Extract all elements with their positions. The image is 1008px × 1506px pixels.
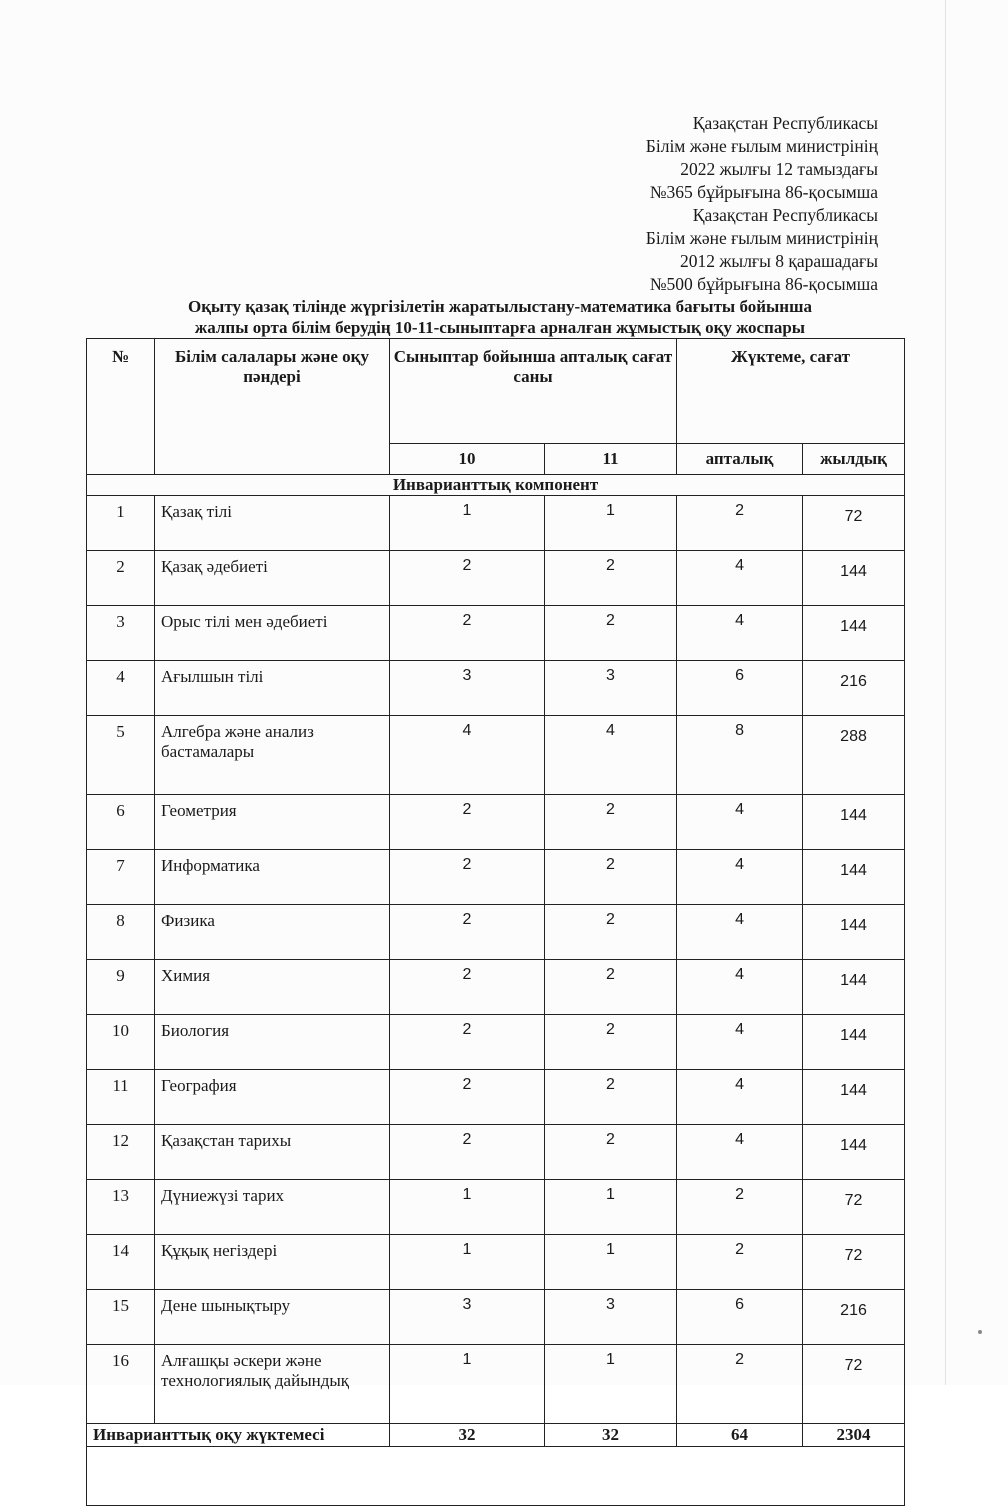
row-grade-11-hours: 1 [545,1235,677,1290]
sub-header-yearly: жылдық [803,444,905,475]
empty-cell [87,1447,905,1506]
col-number-header: № [87,339,155,475]
title-line: Оқыту қазақ тілінде жүргізілетін жаратылыстану-математика бағыты бойынша [188,297,812,316]
row-yearly-load: 144 [803,551,905,606]
row-weekly-load: 4 [677,1015,803,1070]
row-weekly-load: 2 [677,1235,803,1290]
row-weekly-load: 2 [677,1345,803,1424]
table-row [87,716,905,795]
row-yearly-load: 144 [803,1125,905,1180]
row-grade-10-hours: 2 [390,606,545,661]
row-yearly-load: 144 [803,905,905,960]
row-grade-10-hours: 2 [390,850,545,905]
row-subject: Дене шынықтыру [155,1290,390,1345]
table-row [87,1070,905,1125]
row-yearly-load: 72 [803,1235,905,1290]
row-weekly-load: 4 [677,551,803,606]
row-subject: Қазақстан тарихы [155,1125,390,1180]
header-line: №365 бұйрығына 86-қосымша [649,182,878,202]
scan-speck [978,1330,982,1334]
row-number: 8 [87,905,155,960]
row-number: 13 [87,1180,155,1235]
row-yearly-load: 144 [803,960,905,1015]
row-yearly-load: 144 [803,795,905,850]
row-grade-10-hours: 2 [390,551,545,606]
scan-edge [945,0,946,1385]
row-grade-10-hours: 1 [390,496,545,551]
table-row [87,1015,905,1070]
row-number: 15 [87,1290,155,1345]
row-grade-10-hours: 2 [390,1070,545,1125]
row-weekly-load: 4 [677,1125,803,1180]
header-line: №500 бұйрығына 86-қосымша [649,274,878,294]
row-subject: Қазақ әдебиеті [155,551,390,606]
row-yearly-load: 72 [803,1180,905,1235]
total-yearly: 2304 [803,1424,905,1447]
row-number: 12 [87,1125,155,1180]
col-hours-header: Сыныптар бойынша апталық сағат саны [390,339,677,444]
sub-header-grade-11: 11 [545,444,677,475]
total-weekly: 64 [677,1424,803,1447]
row-grade-11-hours: 2 [545,795,677,850]
row-grade-11-hours: 2 [545,1125,677,1180]
row-yearly-load: 216 [803,661,905,716]
table-row [87,496,905,551]
table-row [87,661,905,716]
row-grade-11-hours: 2 [545,960,677,1015]
row-grade-10-hours: 2 [390,960,545,1015]
row-weekly-load: 6 [677,661,803,716]
row-subject: Ағылшын тілі [155,661,390,716]
row-subject: Информатика [155,850,390,905]
section-invariant: Инварианттық компонент [87,475,905,496]
sub-header-grade-10: 10 [390,444,545,475]
row-grade-11-hours: 2 [545,850,677,905]
table-row [87,1345,905,1424]
header-line: Қазақстан Республикасы [692,205,878,225]
row-number: 3 [87,606,155,661]
row-subject: Алгебра және анализ бастамалары [155,716,390,795]
table-row [87,960,905,1015]
row-subject: Физика [155,905,390,960]
row-number: 16 [87,1345,155,1424]
row-weekly-load: 4 [677,960,803,1015]
header-line: 2012 жылғы 8 қарашадағы [679,251,878,271]
row-grade-10-hours: 2 [390,905,545,960]
col-subject-header: Білім салалары және оқу пәндері [155,339,390,475]
table-row [87,1290,905,1345]
row-weekly-load: 4 [677,606,803,661]
row-grade-11-hours: 3 [545,1290,677,1345]
table-row [87,551,905,606]
row-number: 11 [87,1070,155,1125]
row-subject: Химия [155,960,390,1015]
table-row [87,1235,905,1290]
row-grade-11-hours: 3 [545,661,677,716]
row-number: 1 [87,496,155,551]
row-number: 5 [87,716,155,795]
table-row [87,1180,905,1235]
row-subject: Геометрия [155,795,390,850]
row-grade-11-hours: 2 [545,905,677,960]
row-grade-11-hours: 2 [545,551,677,606]
approval-header [646,112,878,296]
title-line: жалпы орта білім берудің 10-11-сыныптарға арналған жұмыстық оқу жоспары [194,318,806,337]
table-row [87,1125,905,1180]
row-weekly-load: 2 [677,1180,803,1235]
row-subject: Алғашқы әскери және технологиялық дайындық [155,1345,390,1424]
row-yearly-load: 288 [803,716,905,795]
row-grade-10-hours: 1 [390,1180,545,1235]
curriculum-table [86,338,905,1506]
table-row [87,606,905,661]
document-title [100,296,900,338]
table-row [87,905,905,960]
row-number: 14 [87,1235,155,1290]
row-yearly-load: 144 [803,1015,905,1070]
row-weekly-load: 8 [677,716,803,795]
row-subject: География [155,1070,390,1125]
row-grade-10-hours: 4 [390,716,545,795]
row-number: 4 [87,661,155,716]
total-row [87,1424,905,1447]
row-weekly-load: 4 [677,850,803,905]
row-yearly-load: 72 [803,496,905,551]
total-grade-10: 32 [390,1424,545,1447]
row-yearly-load: 72 [803,1345,905,1424]
row-weekly-load: 4 [677,1070,803,1125]
row-weekly-load: 2 [677,496,803,551]
total-label: Инварианттық оқу жүктемесі [87,1424,390,1447]
row-grade-11-hours: 2 [545,1070,677,1125]
header-line: 2022 жылғы 12 тамыздағы [680,159,878,179]
row-yearly-load: 144 [803,1070,905,1125]
row-grade-10-hours: 1 [390,1235,545,1290]
table-row [87,850,905,905]
row-grade-11-hours: 1 [545,1180,677,1235]
row-yearly-load: 216 [803,1290,905,1345]
row-grade-10-hours: 2 [390,1125,545,1180]
row-grade-10-hours: 1 [390,1345,545,1424]
row-number: 10 [87,1015,155,1070]
row-grade-11-hours: 1 [545,496,677,551]
table-row [87,795,905,850]
row-weekly-load: 6 [677,1290,803,1345]
row-number: 7 [87,850,155,905]
row-subject: Биология [155,1015,390,1070]
row-grade-11-hours: 1 [545,1345,677,1424]
row-number: 6 [87,795,155,850]
header-line: Білім және ғылым министрінің [645,136,878,156]
row-grade-11-hours: 4 [545,716,677,795]
row-grade-10-hours: 2 [390,1015,545,1070]
row-subject: Қазақ тілі [155,496,390,551]
row-grade-11-hours: 2 [545,1015,677,1070]
header-line: Қазақстан Республикасы [692,113,878,133]
row-subject: Орыс тілі мен әдебиеті [155,606,390,661]
row-yearly-load: 144 [803,850,905,905]
row-number: 9 [87,960,155,1015]
empty-row [87,1447,905,1506]
row-subject: Құқық негіздері [155,1235,390,1290]
sub-header-weekly: апталық [677,444,803,475]
row-grade-10-hours: 2 [390,795,545,850]
row-yearly-load: 144 [803,606,905,661]
row-grade-10-hours: 3 [390,661,545,716]
row-weekly-load: 4 [677,905,803,960]
row-weekly-load: 4 [677,795,803,850]
col-load-header: Жүктеме, сағат [677,339,905,444]
row-number: 2 [87,551,155,606]
row-grade-11-hours: 2 [545,606,677,661]
row-subject: Дүниежүзі тарих [155,1180,390,1235]
total-grade-11: 32 [545,1424,677,1447]
header-line: Білім және ғылым министрінің [645,228,878,248]
row-grade-10-hours: 3 [390,1290,545,1345]
